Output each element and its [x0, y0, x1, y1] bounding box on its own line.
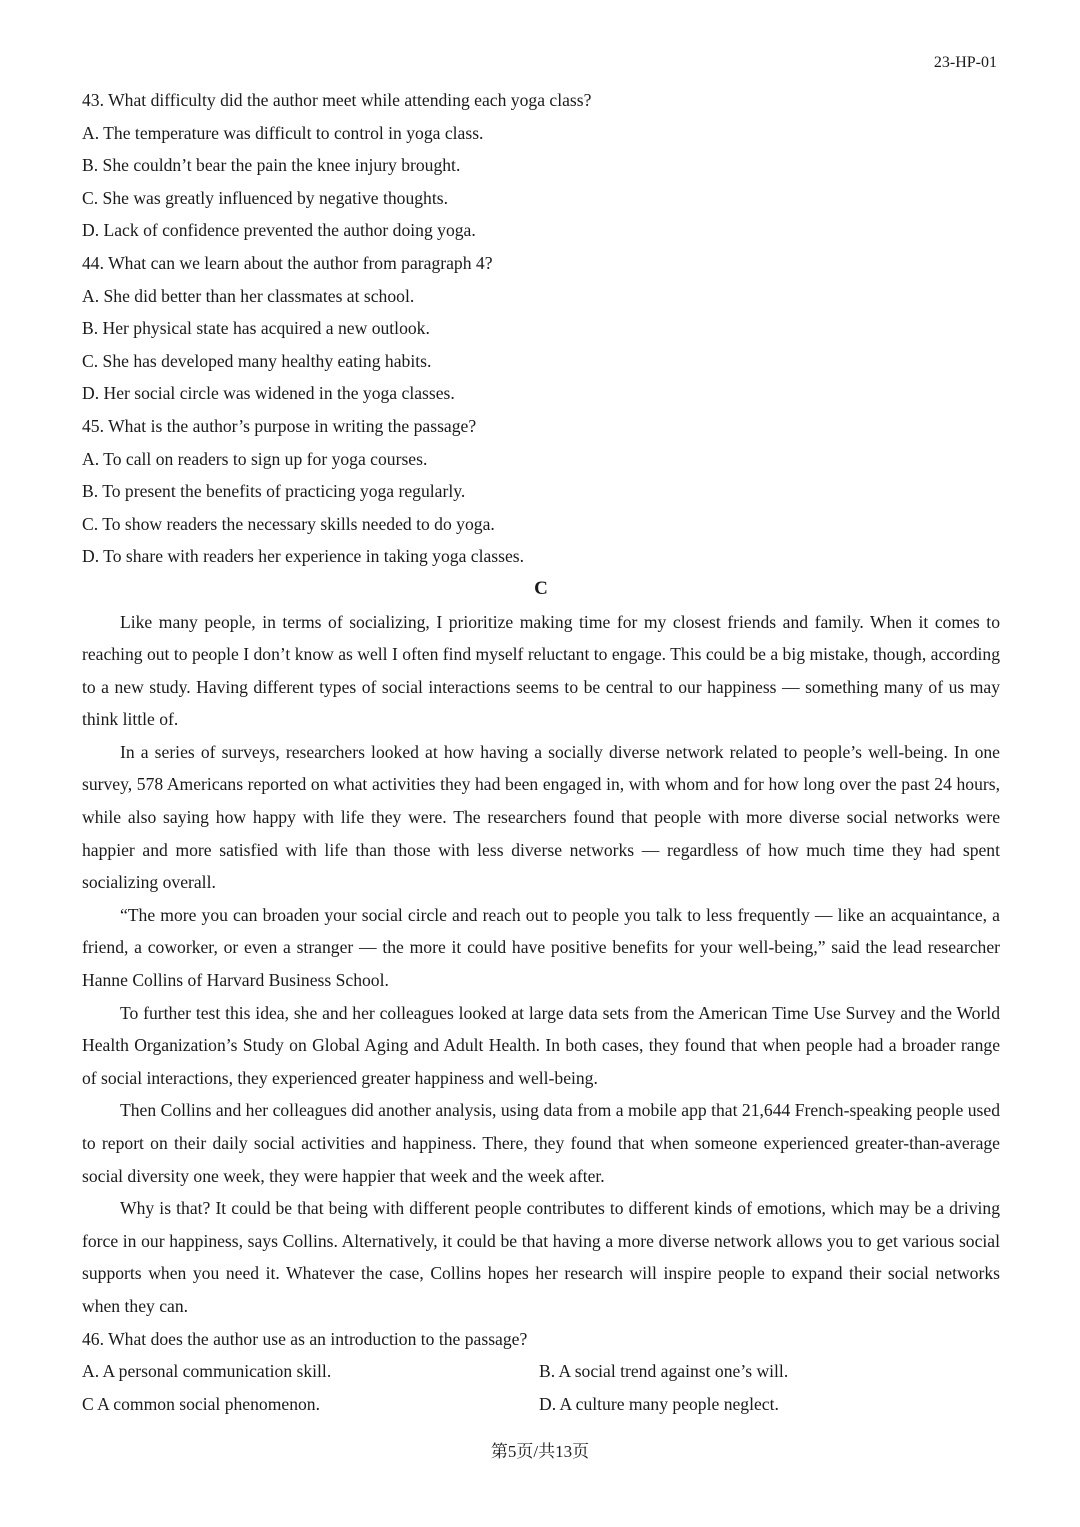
answer-option: D. To share with readers her experience in taking yoga classes.	[82, 546, 525, 567]
answer-option: B. Her physical state has acquired a new outlook.	[82, 318, 430, 339]
passage-paragraph: Like many people, in terms of socializing, I prioritize making time for my closest friends and family. When it comes to reaching out to people I don’t know as well I often find myself reluctant to engage. This could be a big mistake, though, according to a new study. Having different types of social interactions seems to be central to our happiness — something many of us may think little of.	[82, 611, 1000, 730]
answer-option: C A common social phenomenon.	[82, 1393, 320, 1414]
answer-option: A. She did better than her classmates at school.	[82, 285, 415, 306]
answer-option: D. Her social circle was widened in the yoga classes.	[82, 383, 455, 404]
section-title: C	[534, 577, 548, 599]
answer-option: A. To call on readers to sign up for yoga courses.	[82, 448, 428, 469]
answer-option: C. To show readers the necessary skills needed to do yoga.	[82, 513, 495, 534]
page-number: 第5页/共13页	[490, 1442, 590, 1461]
question-stem: 43. What difficulty did the author meet while attending each yoga class?	[82, 90, 592, 110]
question-stem: 45. What is the author’s purpose in writing the passage?	[82, 415, 477, 436]
answer-option: D. Lack of confidence prevented the author doing yoga.	[82, 220, 476, 241]
passage-paragraph: Why is that? It could be that being with different people contributes to different kinds of emotions, which may be a driving force in our happiness, says Collins. Alternatively, it could be that having a more diverse network allows you to get various social supports when you need it. Whatever the case, Collins hopes her research will inspire people to expand their social networks when they can.	[82, 1198, 1000, 1316]
answer-option: A. A personal communication skill.	[82, 1361, 332, 1382]
answer-option: D. A culture many people neglect.	[539, 1393, 779, 1414]
option-row	[82, 1388, 1000, 1421]
question-stem: 44. What can we learn about the author from paragraph 4?	[82, 252, 493, 273]
answer-option: B. A social trend against one’s will.	[539, 1361, 789, 1382]
passage-paragraph: To further test this idea, she and her colleagues looked at large data sets from the American Time Use Survey and the World Health Organization’s Study on Global Aging and Adult Health. In both cases, they found that when people had a broader range of social interactions, they experienced greater happiness and well-being.	[82, 1002, 1000, 1088]
passage-paragraph: Then Collins and her colleagues did another analysis, using data from a mobile app that 21,644 French-speaking people used to report on their daily social activities and happiness. There, they found that when someone experienced greater-than-average social diversity one week, they were happier that week and the week after.	[82, 1100, 1000, 1186]
passage-paragraph: In a series of surveys, researchers looked at how having a socially diverse network related to people’s well-being. In one survey, 578 Americans reported on what activities they had been engaged in, with whom and for how long over the past 24 hours, while also saying how happy with life they were. The researchers found that people with more diverse social networks were happier and more satisfied with life than those with less diverse networks — regardless of how much time they had spent socializing overall.	[82, 741, 1000, 893]
answer-option: C. She was greatly influenced by negative thoughts.	[82, 187, 448, 208]
exam-code: 23-HP-01	[933, 54, 997, 71]
answer-option: C. She has developed many healthy eating habits.	[82, 350, 432, 371]
option-row	[82, 1355, 1000, 1388]
page-content	[82, 84, 1000, 1420]
answer-option: A. The temperature was difficult to control in yoga class.	[82, 122, 484, 143]
answer-option: B. To present the benefits of practicing yoga regularly.	[82, 481, 466, 502]
answer-option: B. She couldn’t bear the pain the knee injury brought.	[82, 155, 461, 176]
question-stem: 46. What does the author use as an introduction to the passage?	[82, 1328, 528, 1349]
passage-paragraph: “The more you can broaden your social circle and reach out to people you talk to less frequently — like an acquaintance, a friend, a coworker, or even a stranger — the more it could have positive benefits for your well-being,” said the lead researcher Hanne Collins of Harvard Business School.	[82, 904, 1000, 991]
